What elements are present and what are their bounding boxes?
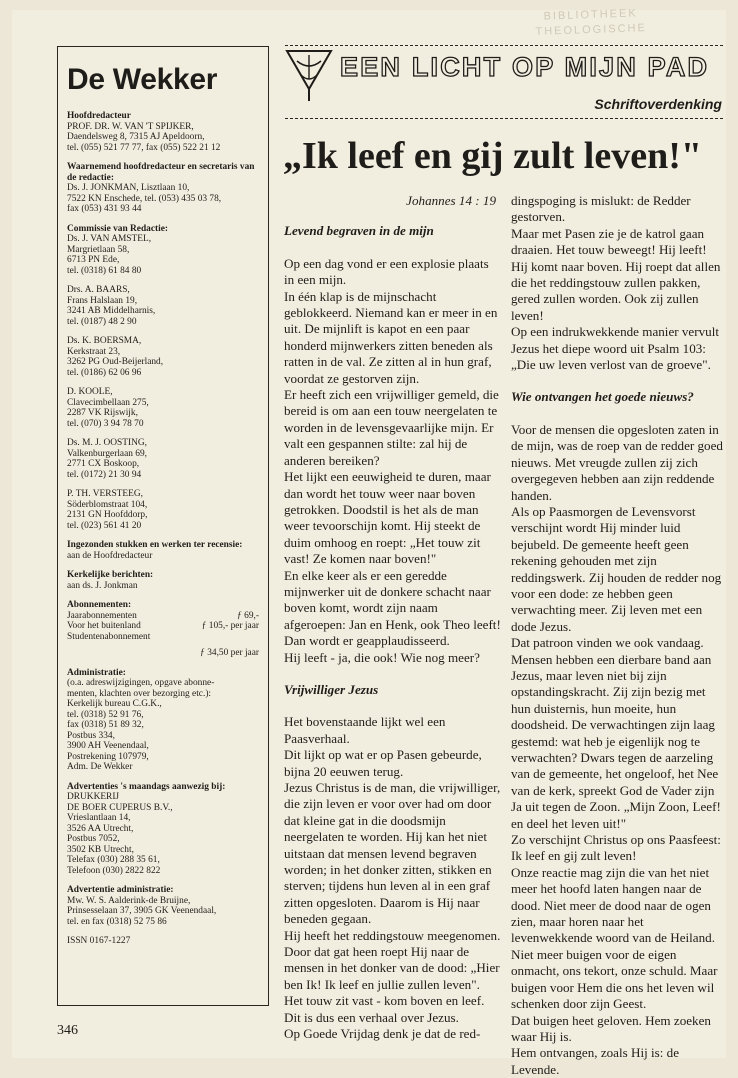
paragraph: Dan wordt er geapplaudisseerd.: [284, 633, 450, 649]
block-lines: Drs. A. BAARS, Frans Halslaan 19, 3241 AB Middelharnis, tel. (0187) 48 2 90: [67, 285, 156, 327]
subscription-row: [67, 632, 259, 643]
block-heading: Commissie van Redactie:: [67, 223, 169, 234]
masthead-block: [67, 540, 259, 561]
paragraph: In één klap is de mijnschacht geblokkeerd. Niemand kan er meer in en uit. De mijnlift is kapot en een paar honderd mijnwerkers zitten beneden als ratten in de val. Ze zitten al in hun graf, voordat ze gestorven zijn.: [284, 288, 498, 386]
masthead-block: [67, 285, 259, 327]
paragraph: Maar met Pasen zie je de katrol gaan draaien. Het touw beweegt! Hij leeft! Hij komt naar boven. Hij roept dat allen die het reddingstouw zullen pakken, gered zullen worden. Ook zij zullen leven!: [511, 225, 721, 323]
masthead-block: [67, 224, 259, 277]
scripture-reference: Johannes 14 : 19: [406, 193, 496, 208]
paragraph: Hij heeft het reddingstouw meegenomen. Door dat gat heen roept Hij naar de mensen in het donker van de dood: „Hier ben Ik! Ik leef en jullie zullen leven".: [284, 927, 501, 992]
paragraph: Dat patroon vinden we ook vandaag. Mensen hebben een dierbare band aan Jezus, maar leven niet bij zijn opstandingskracht. Zij zijn bezig met hun duisternis, hun moeite, hun doodsheid. De verwachtingen zijn laag gestemd: wat heb je eigenlijk nog te verwachten? Dwars tegen de aarzeling van de gemeente, het ongeloof, het Nee van de kerk, spreekt God de Vader zijn Ja uit tegen de Zoon. „Mijn Zoon, Leef! en deel het leven uit!": [511, 635, 721, 831]
subscription-price: ƒ 69,-: [237, 610, 259, 621]
block-heading: Advertenties 's maandags aanwezig bij:: [67, 781, 226, 792]
block-heading: Hoofdredacteur: [67, 111, 131, 121]
article-column-1: [284, 193, 502, 1043]
masthead-block: [67, 438, 259, 480]
subscription-row: [67, 621, 259, 632]
masthead-block: [67, 936, 259, 947]
paragraph: Op Goede Vrijdag denk je dat de red-: [284, 1026, 481, 1042]
paragraph: Op een dag vond er een explosie plaats in een mijn.: [284, 255, 489, 288]
block-lines: aan ds. J. Jonkman: [67, 580, 138, 591]
block-lines: Mw. W. S. Aalderink-de Bruijne, Prinsesselaan 37, 3905 GK Veenendaal, tel. en fax (0318) 52 75 86: [67, 895, 217, 927]
paragraph: Het touw zit vast - kom boven en leef. Dit is dus een verhaal over Jezus.: [284, 993, 485, 1025]
block-lines: Ds. J. VAN AMSTEL, Margrietlaan 58, 6713 PN Ede, tel. (0318) 61 84 80: [67, 234, 152, 276]
masthead-block: [67, 885, 259, 927]
masthead-box: [57, 46, 269, 1006]
subscription-label: Jaarabonnementen: [67, 610, 137, 621]
subscriptions-list: [67, 611, 259, 659]
header-rule-bottom: [285, 118, 723, 119]
subscription-price: ƒ 34,50 per jaar: [200, 648, 259, 658]
subscription-row: [67, 648, 259, 659]
header-rule-top: [285, 45, 723, 46]
paragraph: Op een indrukwekkende manier vervult Jezus het diepe woord uit Psalm 103: „Die uw leven verlost van de groeve".: [511, 324, 719, 373]
block-lines: ISSN 0167-1227: [67, 936, 131, 946]
library-stamp: BIBLIOTHEEK THEOLOGISCHE: [535, 7, 648, 38]
paragraph: Het lijkt een eeuwigheid te duren, maar dan wordt het touw weer naar boven getrokken. Doodstil is het als de man weer tevoorschijn komt. Hij steekt de duim omhoog en roept: „Het touw zit vast! Ze komen naar boven!": [284, 469, 491, 567]
block-heading: Kerkelijke berichten:: [67, 570, 154, 580]
paragraph: Hem ontvangen, zoals Hij is: de Levende.: [511, 1045, 680, 1077]
subscription-price: ƒ 105,- per jaar: [201, 621, 259, 631]
block-heading: Advertentie administratie:: [67, 885, 174, 895]
paragraph: Hij leeft - ja, die ook! Wie nog meer?: [284, 649, 480, 665]
masthead-administration: [67, 668, 259, 947]
masthead-block: [67, 336, 259, 378]
masthead-block: [67, 668, 259, 773]
paragraph: dingspoging is mislukt: de Redder gestorven.: [511, 193, 691, 225]
block-lines: DRUKKERIJ DE BOER CUPERUS B.V., Vrieslantlaan 14, 3526 AA Utrecht, Postbus 7052, 3502 KB Utrecht, Telefax (030) 288 35 61, Telefoon (030) 2822 822: [67, 792, 173, 876]
block-lines: Ds. M. J. OOSTING, Valkenburgerlaan 69, 2771 CX Boskoop, tel. (0172) 21 30 94: [67, 438, 148, 480]
paragraph: Als op Paasmorgen de Levensvorst verschijnt wordt Hij minder luid bejubeld. De gemeente heeft geen rekening gehouden met zijn reddingswerk. Zij houden de redder nog voor een dode: ze hebben geen verwachting meer. Zij leven met een dode Jezus.: [511, 503, 722, 634]
spacer: [511, 373, 725, 389]
masthead-block: [67, 162, 259, 215]
block-lines: aan de Hoofdredacteur: [67, 550, 153, 561]
subscriptions-block: [67, 600, 259, 659]
page-number: 346: [57, 1023, 78, 1038]
section-heading: Levend begraven in de mijn: [284, 223, 434, 239]
masthead-block: [67, 570, 259, 591]
subscriptions-heading: Abonnementen:: [67, 600, 132, 610]
section-heading: Wie ontvangen het goede nieuws?: [511, 389, 694, 405]
block-heading: Waarnemend hoofdredacteur en secretaris van de redactie:: [67, 162, 255, 183]
article-column-2: [511, 193, 725, 1078]
block-lines: D. KOOLE, Clavecimbellaan 275, 2287 VK Rijswijk, tel. (070) 3 94 78 70: [67, 387, 149, 429]
block-lines: Ds. K. BOERSMA, Kerkstraat 23, 3262 PG Oud-Beijerland, tel. (0186) 62 06 96: [67, 336, 164, 378]
paragraph: Dat buigen heet geloven. Hem zoeken waar Hij is.: [511, 1012, 711, 1044]
section-label: Schriftoverdenking: [594, 96, 722, 112]
subscription-label: Voor het buitenland: [67, 621, 141, 631]
series-title: EEN LICHT OP MIJN PAD: [340, 52, 710, 82]
article-title: „Ik leef en gij zult leven!": [283, 135, 702, 177]
block-heading: Ingezonden stukken en werken ter recensie:: [67, 540, 243, 550]
masthead-contacts: [67, 111, 259, 591]
section-heading: Vrijwilliger Jezus: [284, 681, 379, 697]
spacer: [284, 666, 502, 682]
masthead-block: [67, 111, 259, 153]
lamp-emblem-icon: [285, 49, 333, 101]
block-lines: PROF. DR. W. VAN 'T SPIJKER, Daendelsweg 8, 7315 AJ Apeldoorn, tel. (055) 521 77 77, fax (055) 522 21 12: [67, 121, 221, 153]
block-lines: (o.a. adreswijzigingen, opgave abonne- menten, klachten over bezorging etc.): Kerkelijk bureau C.G.K., tel. (0318) 52 91 76, fax (0318) 51 89 32, Postbus 334, 3900 AH Veenendaal, Postrekening 107979, Adm. De Wekker: [67, 678, 215, 772]
paragraph: En elke keer als er een geredde mijnwerker uit de donkere schacht naar boven komt, wordt zijn naam afgeroepen: Jan en Henk, ook Theo leeft!: [284, 567, 501, 632]
block-heading: Administratie:: [67, 667, 126, 678]
masthead-block: [67, 782, 259, 877]
paragraph: Voor de mensen die opgesloten zaten in de mijn, was de roep van de redder goed nieuws. Met vreugde zullen zij zich overgegeven hebben aan zijn reddende handen.: [511, 421, 723, 503]
paragraph: Onze reactie mag zijn die van het niet meer het hoofd laten hangen naar de dood. Niet meer de dood naar de ogen zien, maar horen naar het levenwekkende woord van de Heiland. Niet meer buigen voor de eigen onmacht, ons tekort, onze schuld. Maar buigen voor Hem die ons het leven wil schenken door zijn Geest.: [511, 864, 718, 1012]
paragraph: Er heeft zich een vrijwilliger gemeld, die bereid is om aan een touw neergelaten te worden in de levensgevaarlijke mijn. Er valt een gespannen stilte: zal hij de anderen bereiken?: [284, 387, 499, 468]
masthead-title: De Wekker: [67, 63, 218, 96]
masthead-block: [67, 387, 259, 429]
paragraph: Zo verschijnt Christus op ons Paasfeest: Ik leef en gij zult leven!: [511, 832, 721, 864]
block-lines: Ds. J. JONKMAN, Lisztlaan 10, 7522 KN Enschede, tel. (053) 435 03 78, fax (053) 431 93 44: [67, 183, 222, 214]
subscription-row: [67, 611, 259, 622]
paragraph: Dit lijkt op wat er op Pasen gebeurde, bijna 20 eeuwen terug.: [284, 747, 482, 779]
paragraph: Het bovenstaande lijkt wel een Paasverhaal.: [284, 714, 446, 746]
paragraph: Jezus Christus is de man, die vrijwilliger, die zijn leven er voor over had om door dat kleine gat in die doodsmijn neergelaten te worden. Hij kan het niet uitstaan dat mensen levend begraven worden; in het donker zitten, stikken en sterven; tijdens hun leven al in een graf zitten opgesloten. Daarom is Hij naar beneden gegaan.: [284, 780, 501, 927]
block-lines: P. TH. VERSTEEG, Söderblomstraat 104, 2131 GN Hoofddorp, tel. (023) 561 41 20: [67, 489, 148, 531]
subscription-label: Studentenabonnement: [67, 631, 151, 642]
masthead-block: [67, 489, 259, 531]
